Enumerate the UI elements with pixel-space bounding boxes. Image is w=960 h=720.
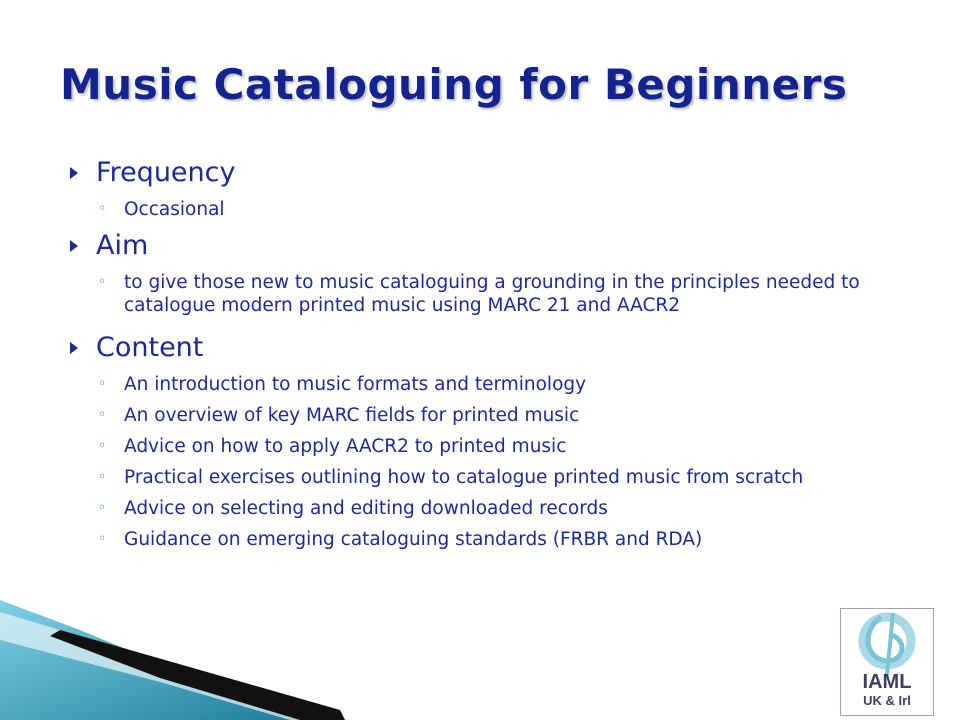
sub-bullet-text: An overview of key MARC fields for printed music <box>124 405 580 426</box>
swoosh-decoration <box>0 600 420 720</box>
bullet-aim <box>68 229 898 263</box>
slide-title: Music Cataloguing for Beginners <box>60 60 848 109</box>
circle-bullet-icon: ◦ <box>98 407 107 423</box>
triangle-bullet-icon <box>68 331 96 365</box>
sub-bullet-text: Guidance on emerging cataloguing standards (FRBR and RDA) <box>124 529 703 550</box>
sub-bullet <box>98 198 898 221</box>
triangle-bullet-icon <box>68 156 96 190</box>
slide-body <box>68 156 898 551</box>
sub-bullet-text: Practical exercises outlining how to catalogue printed music from scratch <box>124 467 804 488</box>
circle-bullet-icon: ◦ <box>98 274 107 290</box>
sub-bullet-text: Advice on selecting and editing downloaded records <box>124 498 608 519</box>
circle-bullet-icon: ◦ <box>98 201 107 217</box>
circle-bullet-icon: ◦ <box>98 376 107 392</box>
triangle-bullet-icon <box>68 229 96 263</box>
logo-line1: IAML <box>862 671 912 693</box>
sub-bullet <box>98 497 898 520</box>
heading-frequency: Frequency <box>96 157 236 188</box>
logo-line2: UK & Irl <box>863 693 911 708</box>
bullet-content <box>68 331 898 365</box>
sub-bullet <box>98 435 898 458</box>
sub-bullet-text: to give those new to music cataloguing a grounding in the principles needed to catalogue modern printed music using MARC 21 and AACR2 <box>124 272 860 316</box>
sub-bullet <box>98 271 898 317</box>
circle-bullet-icon: ◦ <box>98 531 107 547</box>
sub-bullet <box>98 466 898 489</box>
heading-content: Content <box>96 332 204 363</box>
sub-bullet-text: Occasional <box>124 199 225 220</box>
sub-bullet <box>98 404 898 427</box>
heading-aim: Aim <box>96 230 149 261</box>
circle-bullet-icon: ◦ <box>98 438 107 454</box>
iaml-logo <box>840 608 934 716</box>
sub-bullet-text: Advice on how to apply AACR2 to printed music <box>124 436 567 457</box>
sub-bullet-text: An introduction to music formats and terminology <box>124 374 587 395</box>
sub-bullet <box>98 373 898 396</box>
bullet-frequency <box>68 156 898 190</box>
sub-bullet <box>98 528 898 551</box>
treble-clef-icon <box>841 611 933 677</box>
circle-bullet-icon: ◦ <box>98 469 107 485</box>
circle-bullet-icon: ◦ <box>98 500 107 516</box>
